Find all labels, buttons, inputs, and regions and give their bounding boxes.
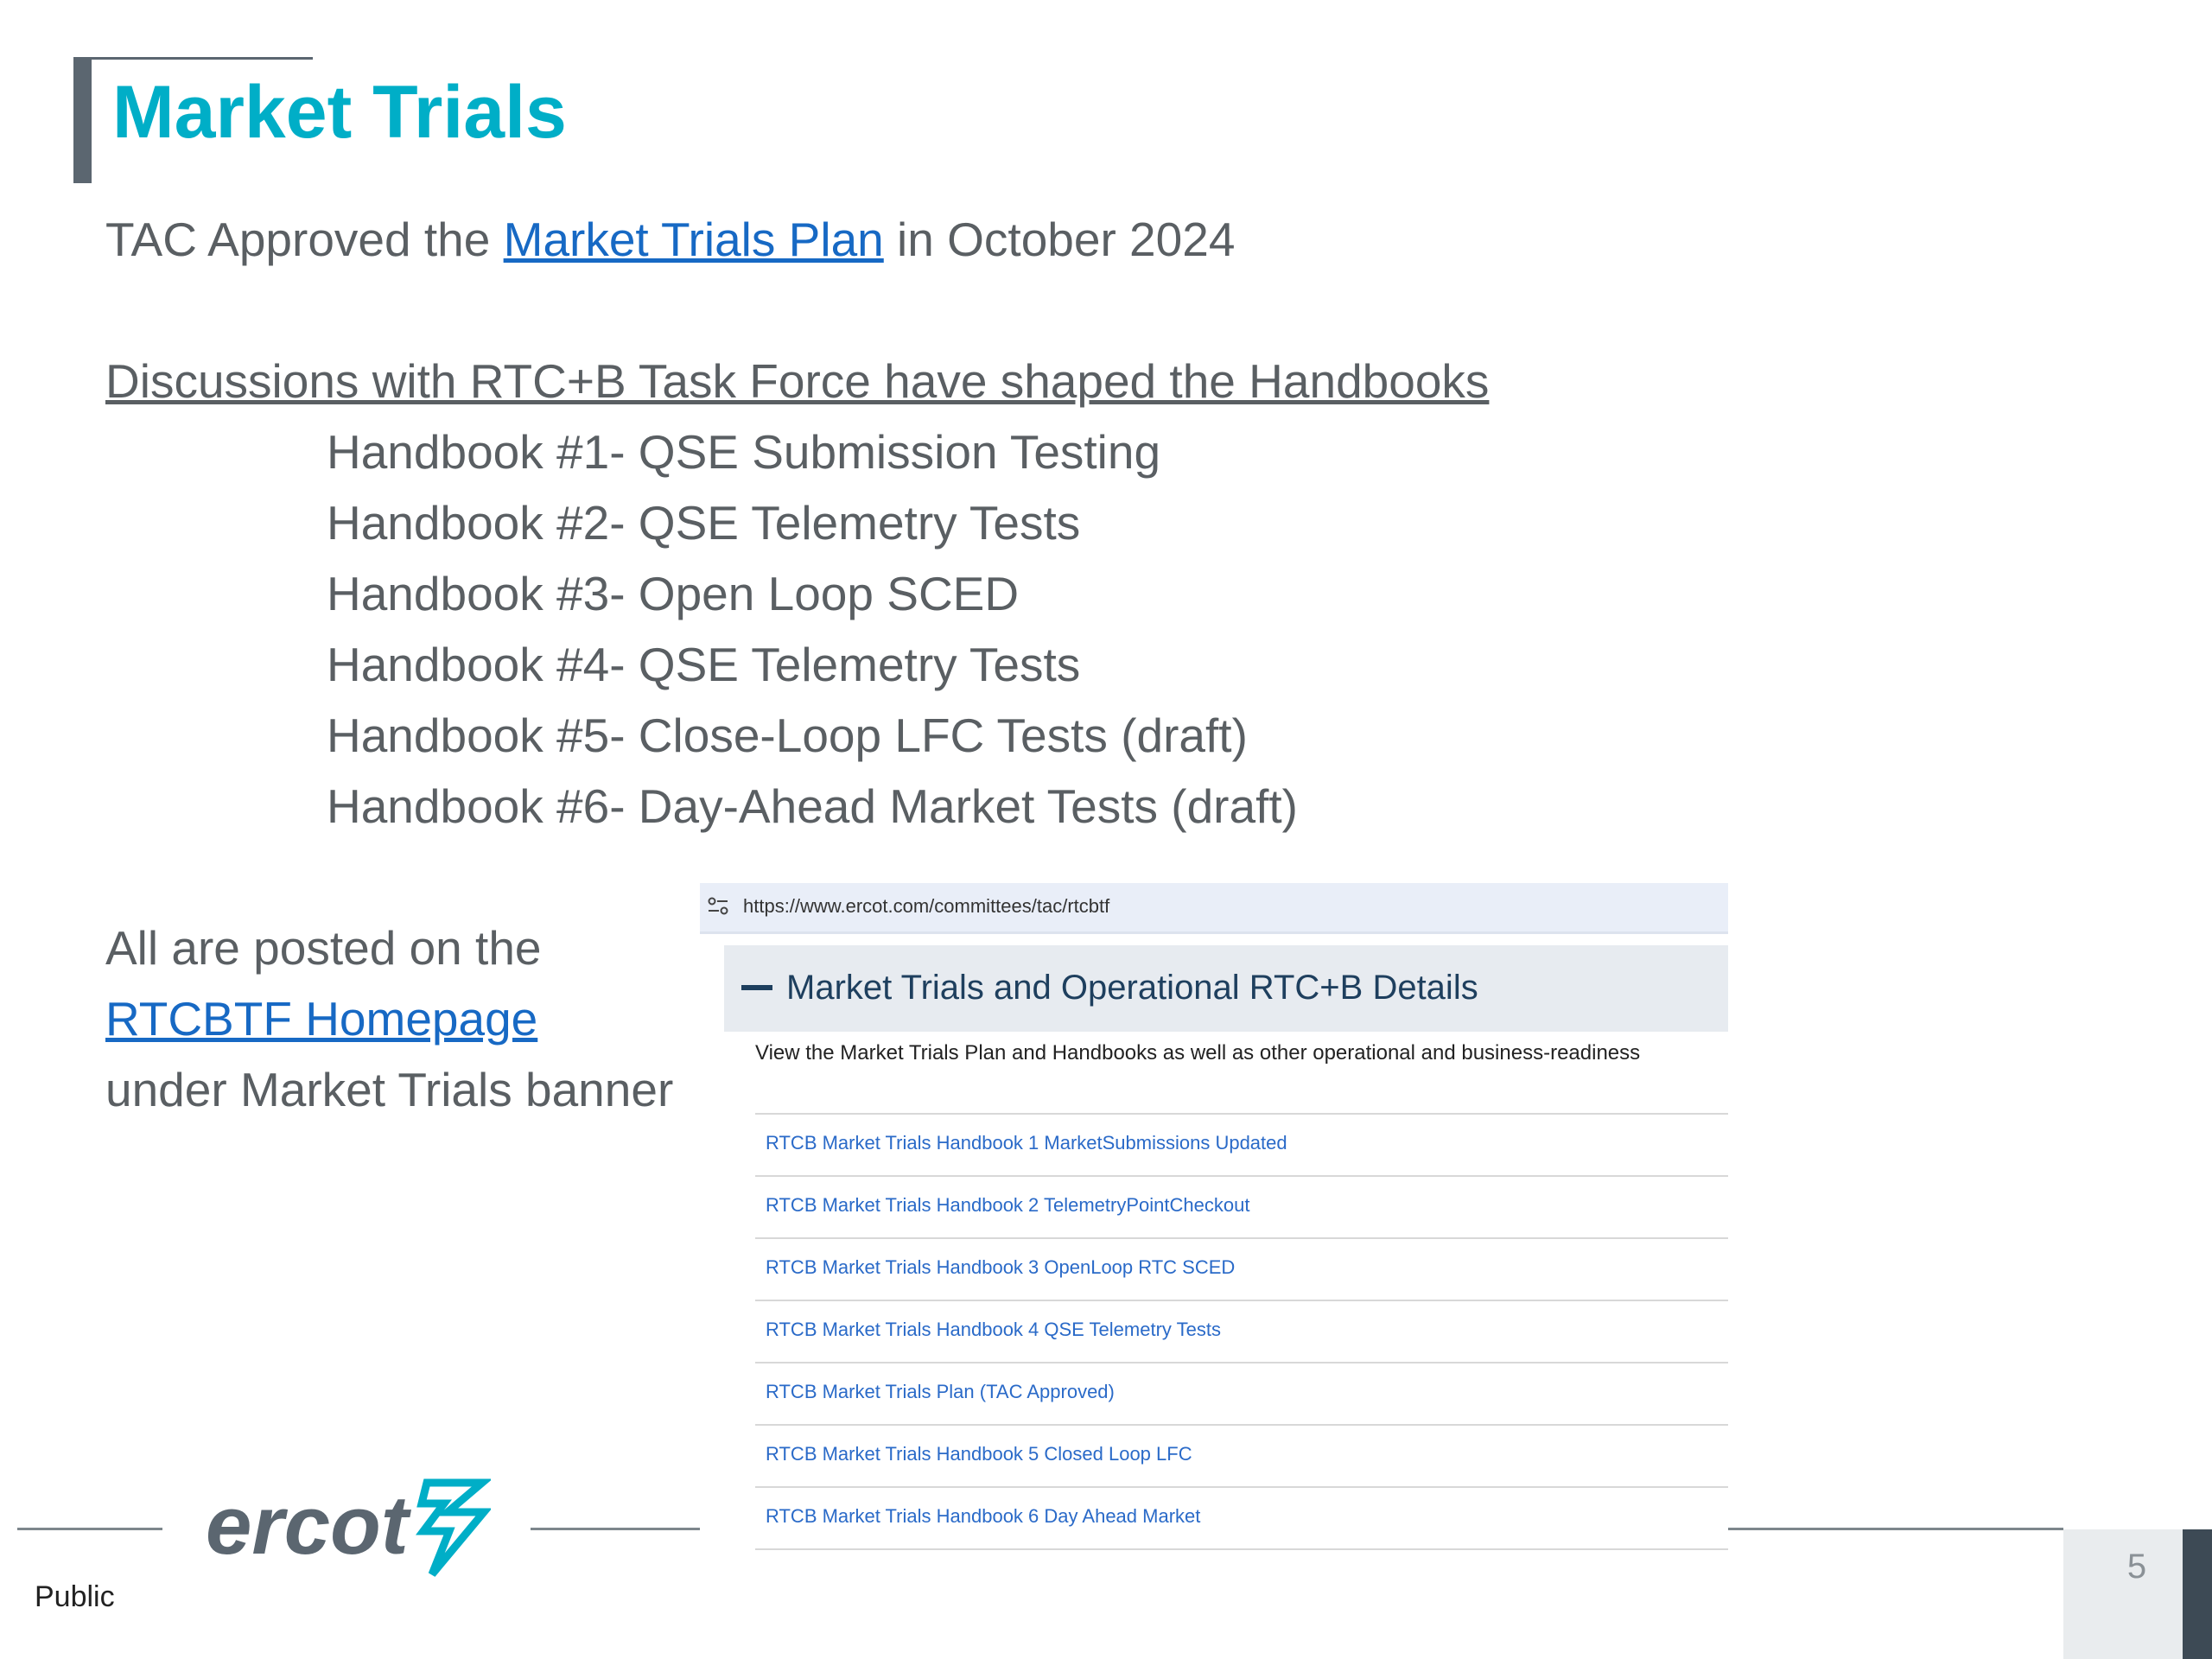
list-item (755, 1175, 1728, 1237)
slide-title: Market Trials (112, 71, 567, 154)
handbook-item-1: Handbook #1- QSE Submission Testing (327, 425, 1161, 479)
accordion-header[interactable] (724, 945, 1728, 1032)
document-link[interactable]: RTCB Market Trials Handbook 3 OpenLoop RTC SCED (766, 1256, 1236, 1278)
accordion-title: Market Trials and Operational RTC+B Details (786, 969, 1478, 1007)
approval-text-post: in October 2024 (883, 213, 1236, 266)
rtcbtf-homepage-link[interactable]: RTCBTF Homepage (105, 992, 538, 1046)
classification-label: Public (35, 1580, 115, 1613)
posted-text-line-3: under Market Trials banner (105, 1063, 674, 1116)
document-link[interactable]: RTCB Market Trials Handbook 1 MarketSubmissions Updated (766, 1132, 1287, 1154)
footer-divider-right (1728, 1528, 2063, 1530)
approval-line (105, 211, 1235, 268)
list-item (755, 1237, 1728, 1300)
footer-divider-mid (531, 1528, 700, 1530)
footer-divider-left (17, 1528, 162, 1530)
handbook-item-2: Handbook #2- QSE Telemetry Tests (327, 496, 1081, 550)
handbook-item-6: Handbook #6- Day-Ahead Market Tests (draft) (327, 779, 1298, 833)
list-item (755, 1486, 1728, 1550)
list-item (755, 1300, 1728, 1362)
list-item (755, 1113, 1728, 1175)
collapse-icon (741, 985, 772, 990)
document-link[interactable]: RTCB Market Trials Plan (TAC Approved) (766, 1381, 1115, 1402)
logo-wordmark: ercot (206, 1479, 409, 1572)
document-link[interactable]: RTCB Market Trials Handbook 5 Closed Loop LFC (766, 1443, 1192, 1465)
market-trials-plan-link[interactable]: Market Trials Plan (503, 213, 884, 266)
document-link[interactable]: RTCB Market Trials Handbook 6 Day Ahead Market (766, 1505, 1201, 1527)
handbooks-heading: Discussions with RTC+B Task Force have shaped the Handbooks (105, 354, 1490, 408)
handbook-item-4: Handbook #4- QSE Telemetry Tests (327, 638, 1081, 691)
page-number: 5 (2126, 1548, 2147, 1586)
site-settings-icon (705, 893, 731, 919)
handbook-item-5: Handbook #5- Close-Loop LFC Tests (draft) (327, 709, 1248, 762)
url-text: https://www.ercot.com/committees/tac/rtcbtf (743, 895, 1110, 917)
posted-text-line-1: All are posted on the (105, 921, 542, 975)
title-accent-line (73, 57, 313, 60)
accordion-description: View the Market Trials Plan and Handbooks as well as other operational and business-readiness (755, 1041, 1641, 1065)
handbook-item-3: Handbook #3- Open Loop SCED (327, 567, 1020, 620)
title-accent-bar (73, 57, 92, 183)
document-link[interactable]: RTCB Market Trials Handbook 4 QSE Telemetry Tests (766, 1319, 1221, 1340)
website-screenshot (700, 883, 1728, 1553)
lightning-bolt-icon (422, 1483, 484, 1574)
ercot-logo (206, 1478, 491, 1581)
document-list (755, 1113, 1728, 1550)
browser-url-bar (700, 883, 1728, 934)
list-item (755, 1362, 1728, 1424)
approval-text-pre: TAC Approved the (105, 213, 504, 266)
list-item (755, 1424, 1728, 1486)
document-link[interactable]: RTCB Market Trials Handbook 2 TelemetryPointCheckout (766, 1194, 1250, 1216)
